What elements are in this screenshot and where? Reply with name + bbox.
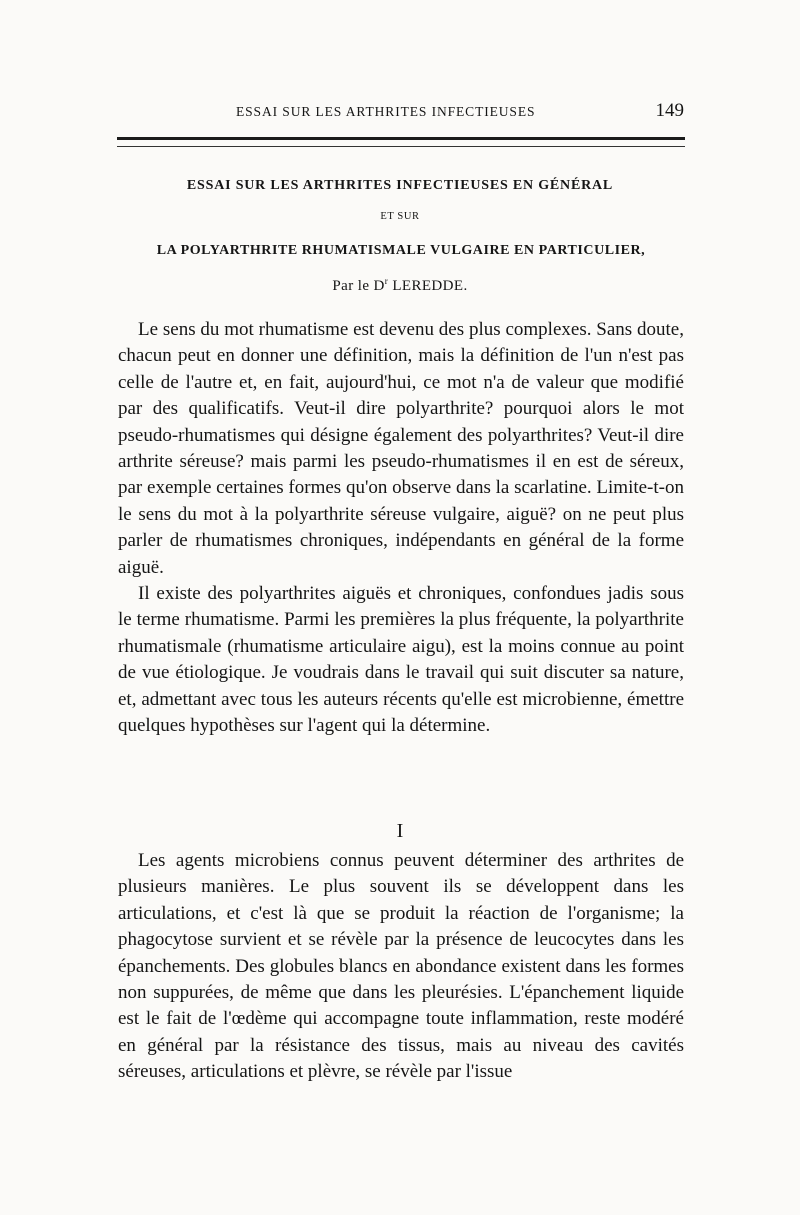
paragraph: Il existe des polyarthrites aiguës et chroniques, confondues jadis sous le terme rhumatisme. Parmi les premières la plus fréquente, la polyarthrite rhumatismale (rhumatisme articulaire aigu), est la moins connue au point de vue étiologique. Je voudrais dans le travail qui suit discuter sa nature, et, admettant avec tous les auteurs récents qu'elle est microbienne, émettre quelques hypothèses sur l'agent qui la détermine. [118, 583, 684, 737]
author-name: LEREDDE. [388, 278, 468, 294]
author-byline [0, 276, 800, 295]
author-prefix: Par le D [332, 278, 385, 294]
article-title-line-2: ET SUR [380, 211, 420, 222]
paragraph: Les agents microbiens connus peuvent déterminer des arthrites de plusieurs manières. Le plus souvent ils se développent dans les articulations, et c'est là que se produit la réaction de l'organisme; la phagocytose survient et se révèle par la présence de leucocytes dans les épanchements. Des globules blancs en abondance existent dans les formes non suppurées, de même que dans les pleurésies. L'épanchement liquide est le fait de l'œdème qui accompagne toute inflammation, reste modéré en général par la résistance des tissus, mais au niveau des cavités séreuses, articulations et plèvre, se révèle par l'issue [118, 850, 684, 1083]
author-title-superscript: r [384, 276, 389, 286]
section-numeral: I [396, 820, 404, 842]
header-rule-thin [117, 146, 685, 147]
paragraph: Le sens du mot rhumatisme est devenu des plus complexes. Sans doute, chacun peut en donner une définition, mais la définition de l'un n'est pas celle de l'autre et, en fait, aujourd'hui, ce mot n'a de valeur que modifié par des qualificatifs. Veut-il dire polyarthrite? pourquoi alors le mot pseudo-rhumatismes qui désigne également des polyarthrites? Veut-il dire arthrite séreuse? mais parmi les pseudo-rhumatismes il en est de séreux, par exemple certaines formes qu'on observe dans la scarlatine. Limite-t-on le sens du mot à la polyarthrite séreuse vulgaire, aiguë? on ne peut plus parler de rhumatismes chroniques, indépendants en général de la forme aiguë. [118, 319, 684, 578]
header-rule-thick [117, 137, 685, 140]
page-number: 149 [655, 100, 684, 121]
running-header [118, 100, 684, 124]
article-title-line-1: ESSAI SUR LES ARTHRITES INFECTIEUSES EN GÉNÉRAL [186, 178, 614, 193]
article-title-line-3: LA POLYARTHRITE RHUMATISMALE VULGAIRE EN PARTICULIER, [156, 243, 646, 258]
intro-text [118, 317, 684, 740]
running-title: ESSAI SUR LES ARTHRITES INFECTIEUSES [236, 104, 536, 119]
section-text [118, 848, 684, 1086]
